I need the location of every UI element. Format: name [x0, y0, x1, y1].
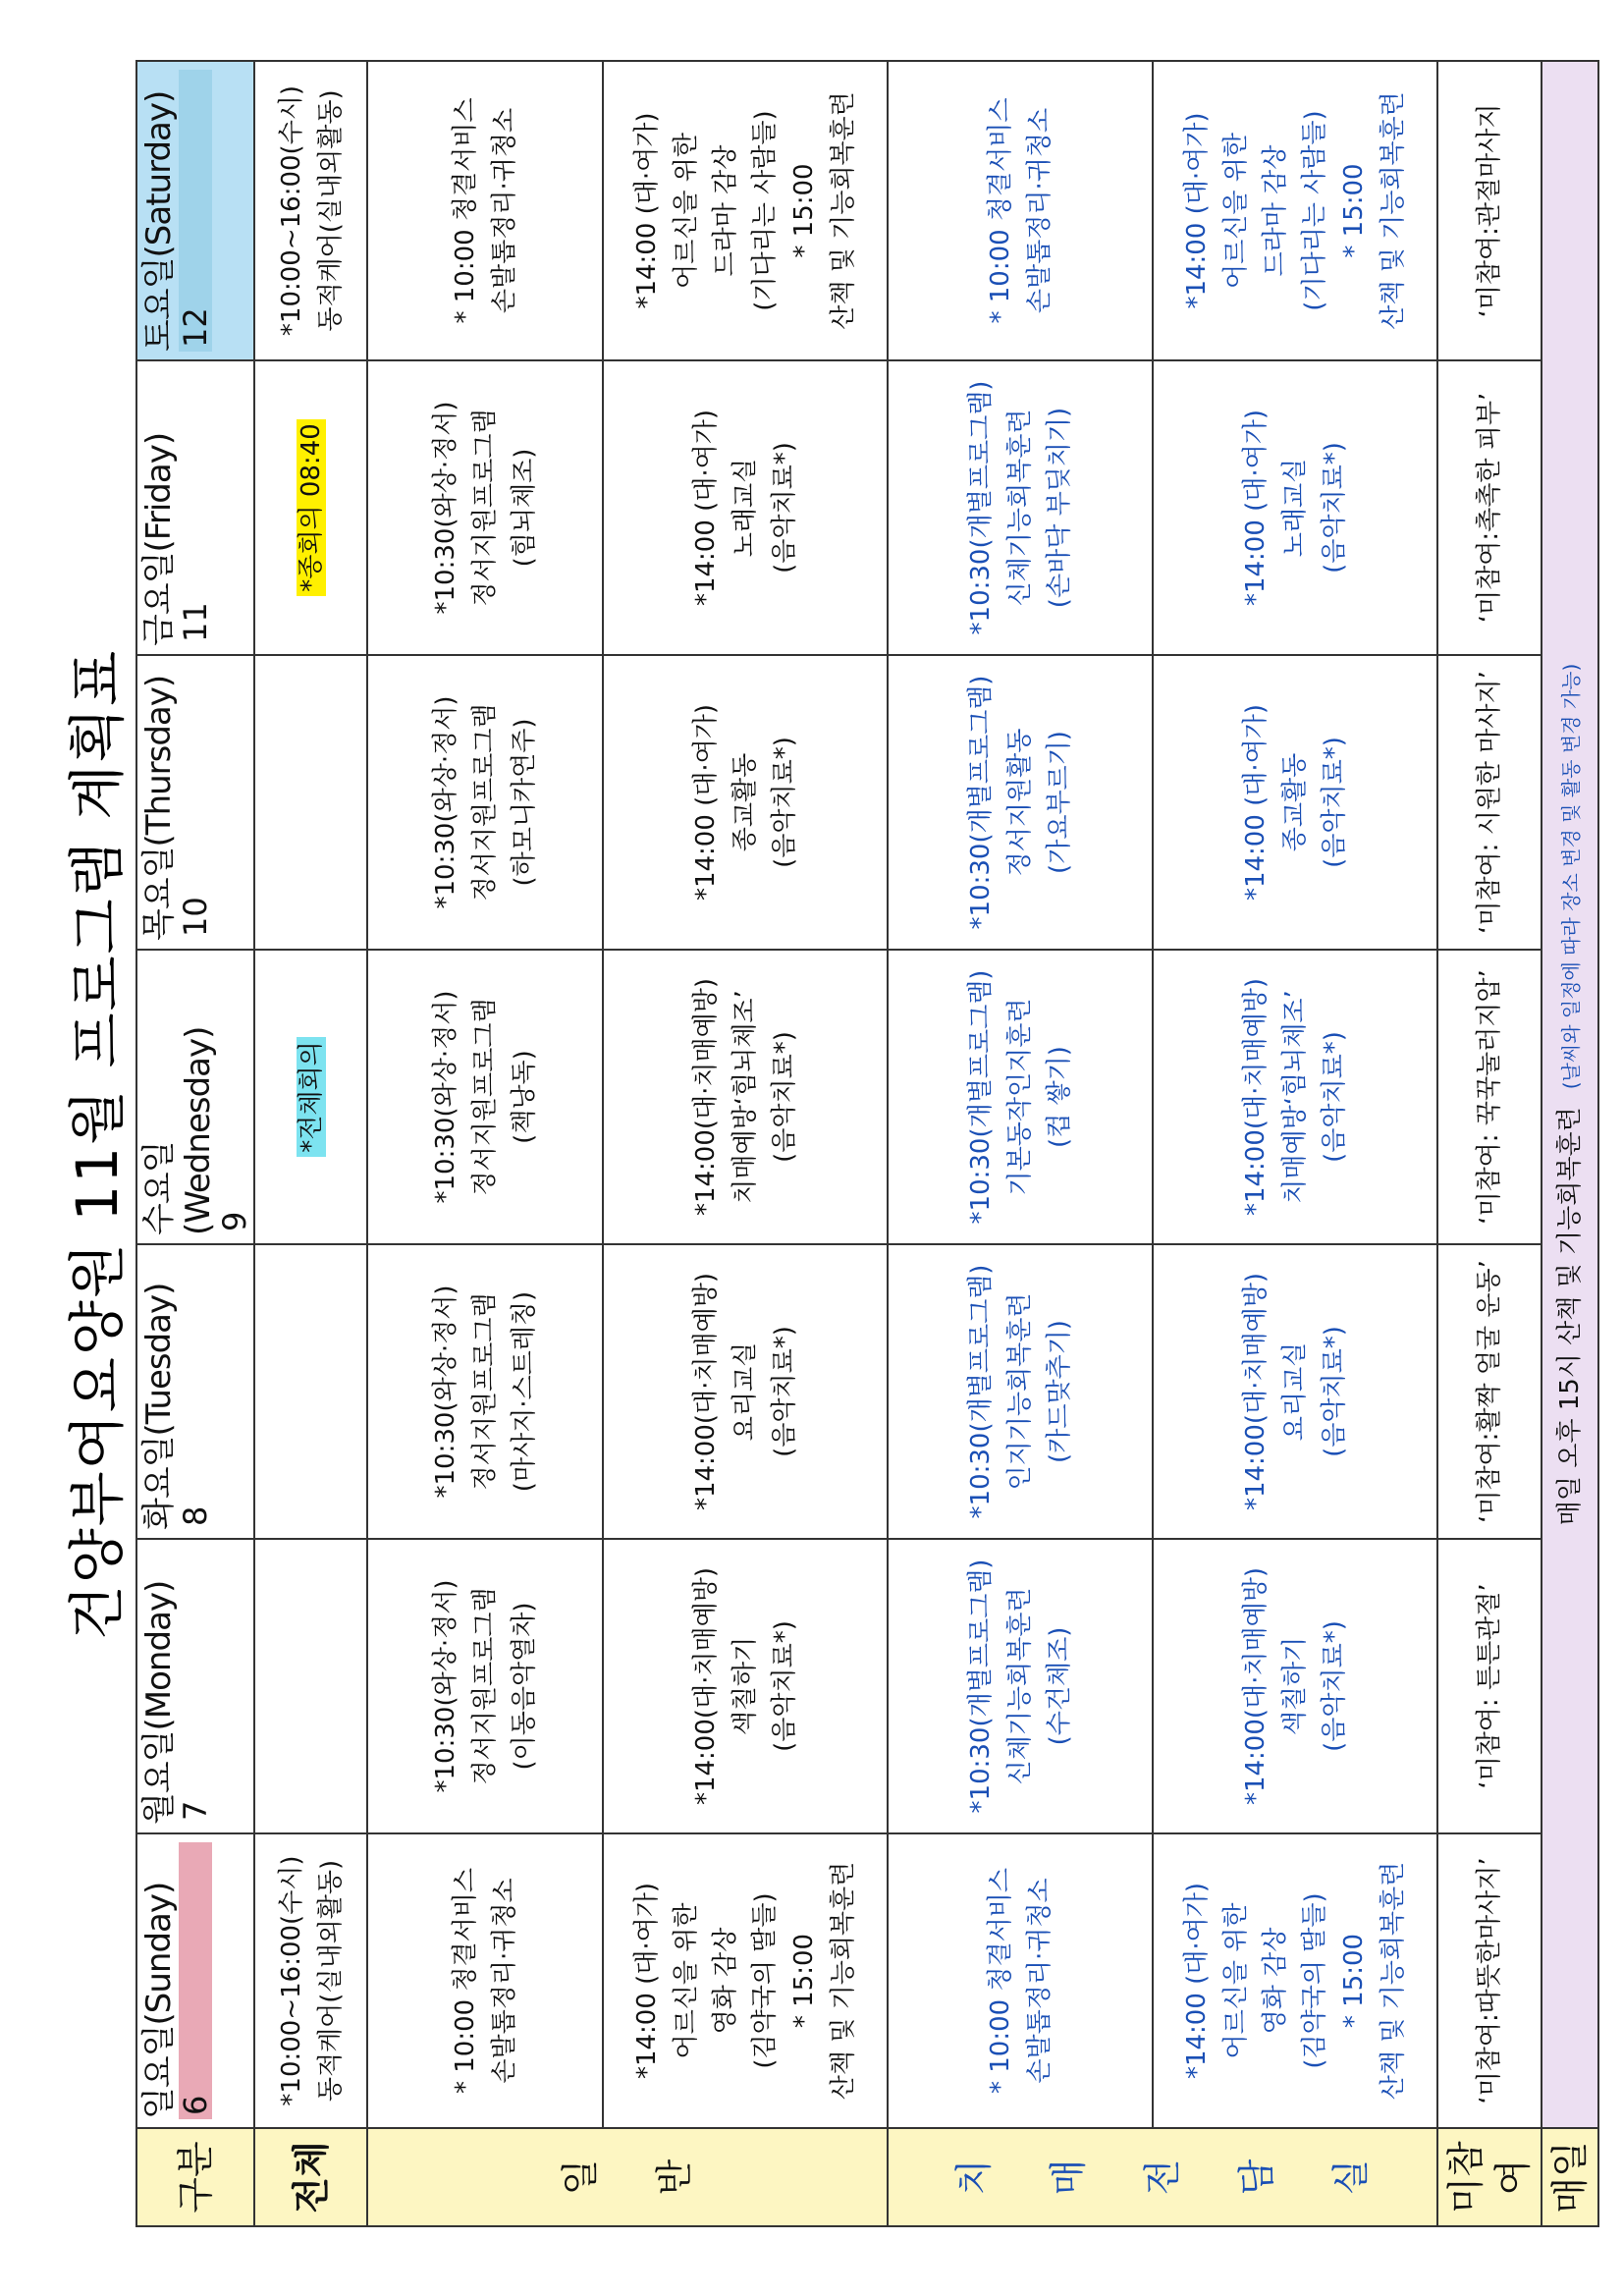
np-thursday: ‘미참여: 시원한 마사지’	[1437, 655, 1542, 950]
daily-activity-text: 매일 오후 15시 산책 및 기능회복훈련	[1554, 1107, 1585, 1526]
np-saturday: ‘미참여:관절마사지	[1437, 61, 1542, 360]
day-name: 월요일(Monday)	[139, 1580, 179, 1825]
dementia-pm-row	[1153, 61, 1437, 2226]
non-participant-row	[1437, 61, 1542, 2226]
general-am-monday: *10:30(와상·정서) 정서지원프로그램 (이동음악열차)	[367, 1539, 603, 1833]
general-pm-monday: *14:00(대·치매예방) 색칠하기 (음악치료*)	[603, 1539, 888, 1833]
dementia-am-monday: *10:30(개별프로그램) 신체기능회복훈련 (수건체조)	[888, 1539, 1153, 1833]
np-friday: ‘미참여:촉촉한 피부’	[1437, 360, 1542, 655]
general-pm-row	[603, 61, 888, 2226]
day-number: 12	[179, 70, 212, 352]
dementia-pm-saturday: *14:00 (대·여가) 어르신을 위한 드라마 감상 (기다리는 사람들) * 15:00 산책 및 기능회복훈련	[1153, 61, 1437, 360]
day-name: 화요일(Tuesday)	[139, 1283, 179, 1530]
dementia-am-sunday: * 10:00 청결서비스 손발톱정리·귀청소	[888, 1833, 1153, 2128]
all-wednesday	[254, 950, 367, 1244]
day-name: 일요일(Sunday)	[139, 1882, 179, 2119]
dementia-am-tuesday: *10:30(개별프로그램) 인지기능회복훈련 (카드맞추기)	[888, 1244, 1153, 1539]
dementia-pm-tuesday: *14:00(대·치매예방) 요리교실 (음악치료*)	[1153, 1244, 1437, 1539]
day-number: 10	[177, 897, 214, 937]
daily-activity	[1542, 61, 1598, 2128]
np-monday: ‘미참여: 튼튼관절’	[1437, 1539, 1542, 1833]
general-am-friday: *10:30(와상·정서) 정서지원프로그램 (힘뇌체조)	[367, 360, 603, 655]
all-friday	[254, 360, 367, 655]
daily-row	[1542, 61, 1598, 2226]
day-header-wednesday	[136, 950, 254, 1244]
row-label-non-participant: 미참여	[1437, 2128, 1542, 2226]
dementia-pm-thursday: *14:00 (대·여가) 종교활동 (음악치료*)	[1153, 655, 1437, 950]
day-name: 금요일(Friday)	[139, 432, 179, 646]
general-pm-tuesday: *14:00(대·치매예방) 요리교실 (음악치료*)	[603, 1244, 888, 1539]
general-am-wednesday: *10:30(와상·정서) 정서지원프로그램 (책낭독)	[367, 950, 603, 1244]
general-am-sunday: * 10:00 청결서비스 손발톱정리·귀청소	[367, 1833, 603, 2128]
day-number: 6	[179, 1842, 212, 2119]
day-number: 8	[177, 1505, 214, 1526]
day-name: 수요일(Wednesday)	[139, 1026, 218, 1235]
general-am-saturday: * 10:00 청결서비스 손발톱정리·귀청소	[367, 61, 603, 360]
day-name: 토요일(Saturday)	[139, 90, 179, 352]
general-pm-saturday: *14:00 (대·여가) 어르신을 위한 드라마 감상 (기다리는 사람들) * 15:00 산책 및 기능회복훈련	[603, 61, 888, 360]
general-pm-sunday: *14:00 (대·여가) 어르신을 위한 영화 감상 (김약국의 딸들) * 15:00 산책 및 기능회복훈련	[603, 1833, 888, 2128]
all-tuesday	[254, 1244, 367, 1539]
day-number: 7	[177, 1800, 214, 1821]
np-sunday: ‘미참여:따뜻한마사지’	[1437, 1833, 1542, 2128]
day-header-friday	[136, 360, 254, 655]
day-number: 9	[216, 1211, 253, 1231]
row-label-daily: 매일	[1542, 2128, 1598, 2226]
general-am-row	[367, 61, 603, 2226]
day-header-monday	[136, 1539, 254, 1833]
daily-activity-note: (날씨와 일정에 따라 장소 변경 및 활동 변경 가능)	[1558, 663, 1583, 1090]
day-header-thursday	[136, 655, 254, 950]
morning-meeting-badge: *종회의 08:40	[297, 419, 326, 596]
day-name: 목요일(Thursday)	[139, 675, 179, 941]
np-wednesday: ‘미참여: 꾹꾹눌러지압’	[1437, 950, 1542, 1244]
day-header-tuesday	[136, 1244, 254, 1539]
page-title: 건양부여요양원 11월 프로그램 계획표	[64, 648, 131, 1641]
dementia-pm-friday: *14:00 (대·여가) 노래교실 (음악치료*)	[1153, 360, 1437, 655]
day-header-saturday	[136, 61, 254, 360]
day-number: 11	[177, 602, 214, 642]
all-meeting-badge: *전체회의	[297, 1037, 326, 1156]
dementia-am-wednesday: *10:30(개별프로그램) 기본동작인지훈련 (컵 쌓기)	[888, 950, 1153, 1244]
day-header-sunday	[136, 1833, 254, 2128]
general-pm-wednesday: *14:00(대·치매예방) 치매예방‘힘뇌체조’ (음악치료*)	[603, 950, 888, 1244]
all-saturday: *10:00~16:00(수시) 동적케어(실내외활동)	[254, 61, 367, 360]
dementia-pm-sunday: *14:00 (대·여가) 어르신을 위한 영화 감상 (김약국의 딸들) * 15:00 산책 및 기능회복훈련	[1153, 1833, 1437, 2128]
np-tuesday: ‘미참여:활짝 얼굴 운동’	[1437, 1244, 1542, 1539]
section-header: 구분	[136, 2128, 254, 2226]
row-label-dementia: 치 매 전 담 실	[888, 2128, 1437, 2226]
dementia-am-thursday: *10:30(개별프로그램) 정서지원활동 (가요부르기)	[888, 655, 1153, 950]
all-monday	[254, 1539, 367, 1833]
dementia-pm-wednesday: *14:00(대·치매예방) 치매예방‘힘뇌체조’ (음악치료*)	[1153, 950, 1437, 1244]
general-pm-thursday: *14:00 (대·여가) 종교활동 (음악치료*)	[603, 655, 888, 950]
dementia-am-saturday: * 10:00 청결서비스 손발톱정리·귀청소	[888, 61, 1153, 360]
row-label-general: 일 반	[367, 2128, 888, 2226]
row-label-all: 전체	[254, 2128, 367, 2226]
general-pm-friday: *14:00 (대·여가) 노래교실 (음악치료*)	[603, 360, 888, 655]
general-am-tuesday: *10:30(와상·정서) 정서지원프로그램 (마사지·스트레칭)	[367, 1244, 603, 1539]
dementia-am-friday: *10:30(개별프로그램) 신체기능회복훈련 (손바닥 부딪치기)	[888, 360, 1153, 655]
dementia-pm-monday: *14:00(대·치매예방) 색칠하기 (음악치료*)	[1153, 1539, 1437, 1833]
program-schedule-table	[135, 60, 1599, 2227]
dementia-am-row	[888, 61, 1153, 2226]
general-am-thursday: *10:30(와상·정서) 정서지원프로그램 (하모니카연주)	[367, 655, 603, 950]
all-thursday	[254, 655, 367, 950]
all-row	[254, 61, 367, 2226]
all-sunday: *10:00~16:00(수시) 동적케어(실내외활동)	[254, 1833, 367, 2128]
header-row	[136, 61, 254, 2226]
